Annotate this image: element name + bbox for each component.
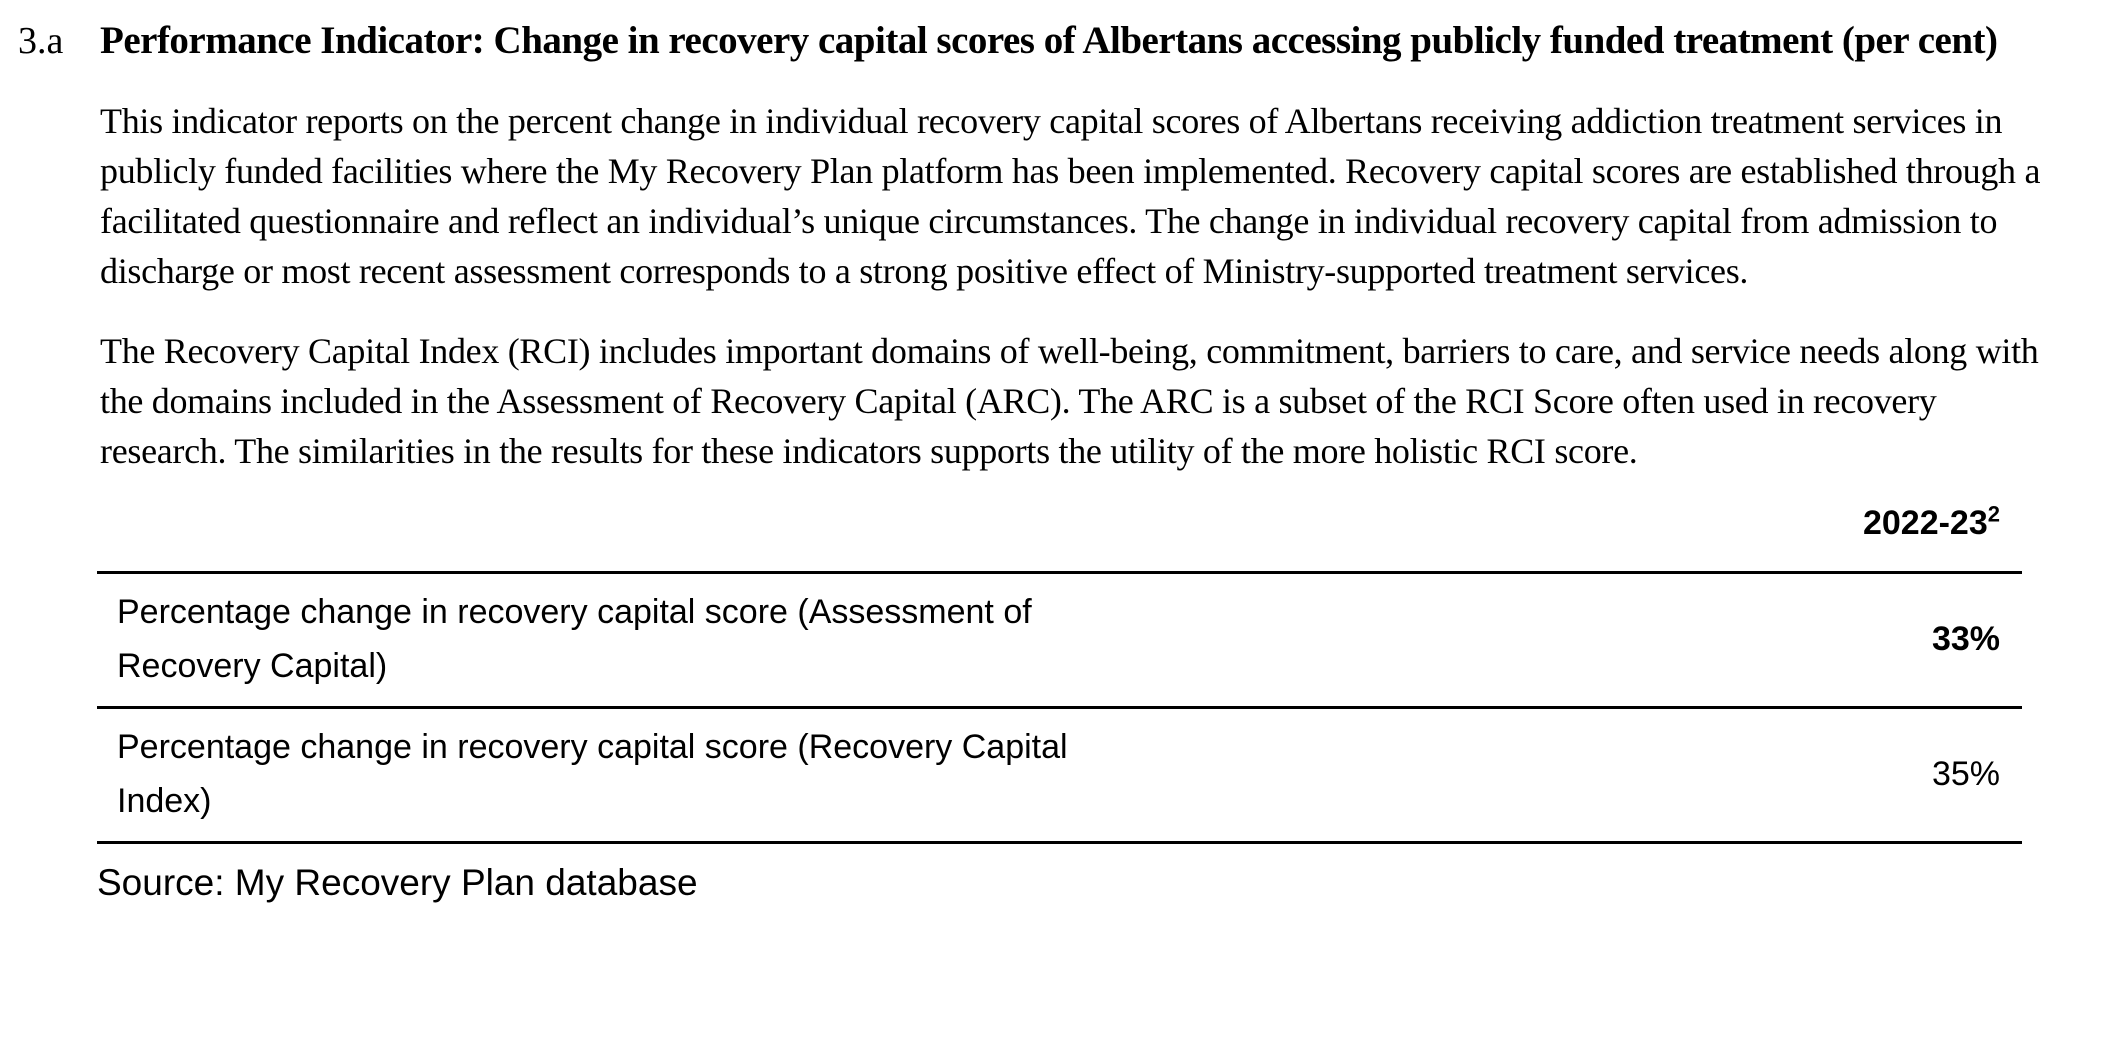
- row-value-arc: 33%: [1931, 619, 2000, 658]
- rci-description-paragraph: The Recovery Capital Index (RCI) includes important domains of well-being, commitment, barriers to care, and service needs along with the domains included in the Assessment of Recovery Capital (ARC). The ARC is a subset of the RCI Score often used in recovery research. The similarities in the results for these indicators supports the utility of the more holistic RCI score.: [100, 331, 2039, 471]
- table-header-year: [97, 494, 2022, 571]
- indicator-heading-row: [18, 16, 2060, 66]
- row-label-arc: Percentage change in recovery capital score (Assessment of Recovery Capital): [117, 593, 1032, 685]
- row-label-rci: Percentage change in recovery capital score (Recovery Capital Index): [117, 728, 1068, 820]
- table-row: [97, 571, 2022, 706]
- section-number: 3.a: [18, 20, 64, 62]
- table-row: [97, 706, 2022, 841]
- performance-indicator-heading: Performance Indicator: Change in recovery capital scores of Albertans accessing publicly funded treatment (per cent): [100, 19, 1998, 62]
- year-label: 2022-23: [1862, 504, 1988, 542]
- indicator-description-paragraph: This indicator reports on the percent change in individual recovery capital scores of Albertans receiving addiction treatment services in publicly funded facilities where the My Recovery Plan platform has been implemented. Recovery capital scores are established through a facilitated questionnaire and reflect an individual’s unique circumstances. The change in individual recovery capital from admission to discharge or most recent assessment corresponds to a strong positive effect of Ministry-supported treatment services.: [100, 101, 2041, 291]
- year-footnote-marker: 2: [1987, 501, 2000, 527]
- indicator-results-table: [97, 494, 2022, 906]
- table-body: [97, 571, 2022, 844]
- source-note: Source: My Recovery Plan database: [97, 862, 698, 903]
- indicator-body: [97, 96, 2060, 906]
- row-value-rci: 35%: [1931, 754, 2000, 793]
